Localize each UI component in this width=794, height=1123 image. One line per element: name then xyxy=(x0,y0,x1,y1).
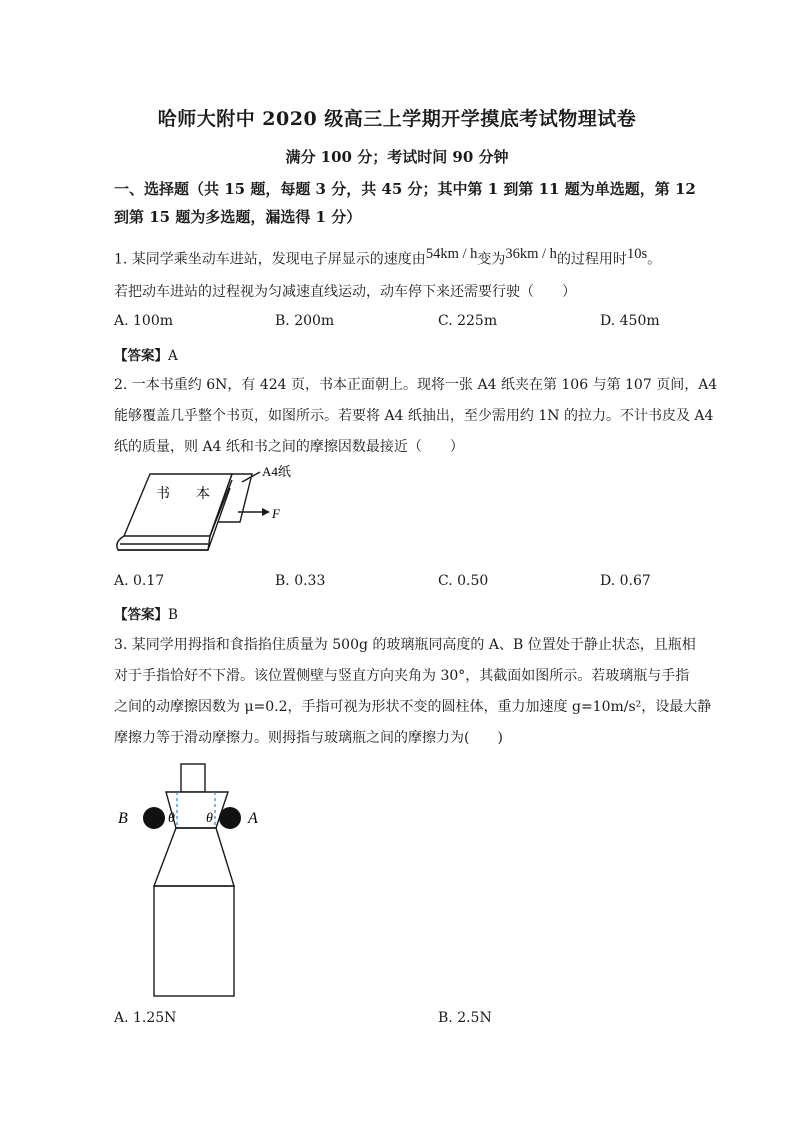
q2-answer xyxy=(114,603,178,623)
q2-book-label-left: 书 xyxy=(156,487,170,502)
q1-text-c: 的过程用时 xyxy=(556,251,627,268)
q2-stem-line3: 纸的质量，则 A4 纸和书之间的摩擦因数最接近（ ） xyxy=(114,439,464,455)
q2-paper-label: A4纸 xyxy=(262,464,291,479)
answer-tag: 【答案】 xyxy=(114,607,168,623)
q2-option-b[interactable]: B. 0.33 xyxy=(275,573,326,589)
page-subtitle: 满分 100 分；考试时间 90 分钟 xyxy=(285,148,509,166)
q1-text-b: 变为 xyxy=(477,251,506,268)
q1-answer-value: A xyxy=(168,348,178,364)
q2-book-label-right: 本 xyxy=(196,487,210,502)
q3-stem-line2: 对于手指恰好不下滑。该位置侧壁与竖直方向夹角为 30°，其截面如图所示。若玻璃瓶与手指 xyxy=(114,668,690,684)
q1-speed-initial: 54km / h xyxy=(425,246,478,262)
q1-option-c[interactable]: C. 225m xyxy=(438,313,498,329)
q3-option-a[interactable]: A. 1.25N xyxy=(114,1010,177,1026)
finger-b-icon xyxy=(143,807,165,829)
q2-stem-line2: 能够覆盖几乎整个书页，如图所示。若要将 A4 纸抽出，至少需用约 1N 的拉力。不计书皮及 A4 xyxy=(114,408,714,424)
q2-option-c[interactable]: C. 0.50 xyxy=(438,573,489,589)
q3-stem-line4: 摩擦力等于滑动摩擦力。则拇指与玻璃瓶之间的摩擦力为( ) xyxy=(114,730,503,746)
q2-force-label: F xyxy=(272,506,280,521)
q2-book-figure xyxy=(112,462,322,562)
answer-tag: 【答案】 xyxy=(114,348,168,364)
q1-answer xyxy=(114,344,178,364)
q3-stem-line3: 之间的动摩擦因数为 μ=0.2，手指可视为形状不变的圆柱体，重力加速度 g=10m/s²，设最大静 xyxy=(114,699,712,715)
q1-option-b[interactable]: B. 200m xyxy=(275,313,335,329)
q2-stem-line1: 2. 一本书重约 6N，有 424 页，书本正面朝上。现将一张 A4 纸夹在第 106 与第 107 页间，A4 xyxy=(114,377,718,393)
q3-label-a: A xyxy=(248,810,258,827)
arrow-icon xyxy=(262,508,270,516)
q2-option-a[interactable]: A. 0.17 xyxy=(114,573,165,589)
section-heading-line2: 到第 15 题为多选题，漏选得 1 分） xyxy=(114,208,362,226)
q3-option-b[interactable]: B. 2.5N xyxy=(438,1010,492,1026)
q1-option-a[interactable]: A. 100m xyxy=(114,313,174,329)
q1-stem-line2: 若把动车进站的过程视为匀减速直线运动，动车停下来还需要行驶（ ） xyxy=(114,284,576,300)
q1-speed-final: 36km / h xyxy=(505,246,557,262)
page-title: 哈师大附中 2020 级高三上学期开学摸底考试物理试卷 xyxy=(157,108,637,130)
q2-answer-value: B xyxy=(168,607,178,623)
q3-angle-left: θ xyxy=(168,811,175,826)
q1-text-d: 。 xyxy=(647,251,662,268)
section-heading-line1: 一、选择题（共 15 题，每题 3 分，共 45 分；其中第 1 到第 11 题为单选题，第 12 xyxy=(114,180,696,198)
q3-bottle-figure xyxy=(112,760,272,1000)
q1-option-d[interactable]: D. 450m xyxy=(600,313,660,329)
q1-stem-line1 xyxy=(114,246,661,269)
finger-a-icon xyxy=(219,807,241,829)
q3-angle-right: θ xyxy=(206,811,213,826)
q2-option-d[interactable]: D. 0.67 xyxy=(600,573,651,589)
q1-text-a: 1. 某同学乘坐动车进站，发现电子屏显示的速度由 xyxy=(114,251,426,268)
q1-time: 10s xyxy=(626,246,648,262)
q3-stem-line1: 3. 某同学用拇指和食指掐住质量为 500g 的玻璃瓶同高度的 A、B 位置处于静止状态，且瓶相 xyxy=(114,637,696,653)
q3-label-b: B xyxy=(118,810,128,827)
